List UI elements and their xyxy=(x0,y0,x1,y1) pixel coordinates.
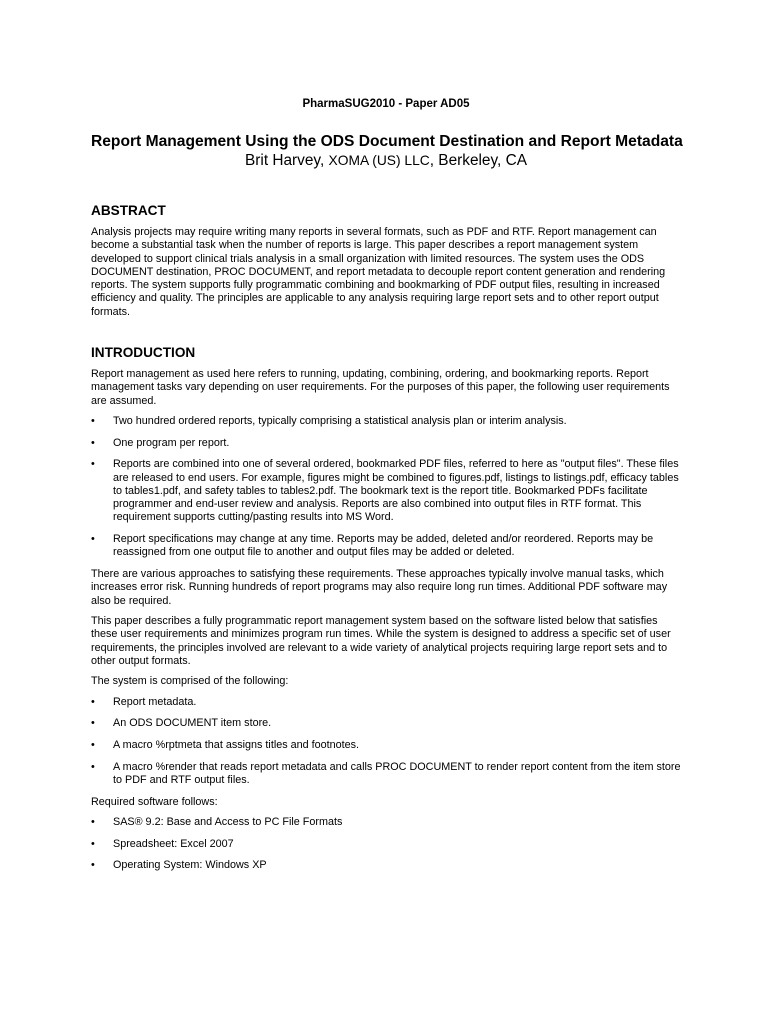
bullet-icon: • xyxy=(91,815,95,828)
requirements-list xyxy=(91,415,681,560)
list-item: • One program per report. xyxy=(91,436,230,449)
intro-paragraph-2: There are various approaches to satisfying these requirements. These approaches typically involve manual tasks, which increases error risk. Running hundreds of report programs may also require long run times. Additional PDF software may also be required. xyxy=(91,568,668,607)
list-item: • An ODS DOCUMENT item store. xyxy=(91,717,272,730)
list-item: • Report metadata. xyxy=(91,695,197,708)
bullet-icon: • xyxy=(91,738,95,751)
bullet-icon: • xyxy=(91,414,95,427)
author-location: , Berkeley, CA xyxy=(429,152,527,169)
author-company: XOMA (US) LLC xyxy=(328,153,430,168)
introduction-section xyxy=(91,345,681,881)
abstract-text: Analysis projects may require writing many reports in several formats, such as PDF and RTF. Report management can become a substantial task when the number of reports is large. This paper describes a report management system developed to support clinical trials analysis in a small organization with limited resources. The system uses the ODS DOCUMENT destination, PROC DOCUMENT, and report metadata to decouple report content generation and rendering reports. The system supports fully programmatic combining and bookmarking of PDF output files, resulting in increased efficiency and quality. The principles are applicable to any analysis requiring large report sets and to other report output formats. xyxy=(91,226,666,318)
paper-title: Report Management Using the ODS Document Destination and Report Metadata xyxy=(91,133,683,150)
intro-paragraph-4: The system is comprised of the following: xyxy=(91,675,289,688)
author-line xyxy=(91,152,681,170)
list-item: • A macro %rptmeta that assigns titles and footnotes. xyxy=(91,738,360,751)
bullet-icon: • xyxy=(91,859,95,872)
bullet-icon: • xyxy=(91,458,95,471)
software-list xyxy=(91,816,681,873)
paper-id: PharmaSUG2010 - Paper AD05 xyxy=(302,98,470,110)
bullet-icon: • xyxy=(91,760,95,773)
components-list xyxy=(91,696,681,788)
list-item: • Reports are combined into one of several ordered, bookmarked PDF files, referred to here as "output files". These files are released to end users. For example, figures might be combined to figures.pdf, listings to listings.pdf, efficacy tables to tables1.pdf, and safety tables to tables2.pdf. The bookmark text is the report title. Bookmarked PDFs facilitate programmer and end-user review and analysis. Reports are also combined into output files in RTF format. This requirement supports cutting/pasting results into MS Word. xyxy=(91,458,679,524)
list-item: • Report specifications may change at any time. Reports may be added, deleted and/or reordered. Reports may be reassigned from one output file to another and output files may be added or deleted. xyxy=(91,533,654,559)
abstract-section xyxy=(91,203,681,326)
intro-paragraph-3: This paper describes a fully programmatic report management system based on the software listed below that satisfies these user requirements and minimizes program run times. While the system is designed to address a specific set of user requirements, the principles involved are relevant to a wide variety of analytical projects requiring large report sets and to other output formats. xyxy=(91,615,671,667)
introduction-heading: INTRODUCTION xyxy=(91,345,196,360)
list-item: • Operating System: Windows XP xyxy=(91,859,267,872)
intro-paragraph-1: Report management as used here refers to running, updating, combining, ordering, and bookmarking reports. Report management tasks vary depending on user requirements. For the purposes of this paper, the following user requirements are assumed. xyxy=(91,368,670,407)
bullet-icon: • xyxy=(91,695,95,708)
list-item: • Spreadsheet: Excel 2007 xyxy=(91,837,234,850)
bullet-icon: • xyxy=(91,837,95,850)
author-name: Brit Harvey, xyxy=(245,152,329,169)
intro-paragraph-5: Required software follows: xyxy=(91,795,218,808)
abstract-heading: ABSTRACT xyxy=(91,203,166,218)
list-item: • Two hundred ordered reports, typically comprising a statistical analysis plan or interim analysis. xyxy=(91,414,567,427)
bullet-icon: • xyxy=(91,436,95,449)
bullet-icon: • xyxy=(91,717,95,730)
list-item: • A macro %render that reads report metadata and calls PROC DOCUMENT to render report content from the item store to PDF and RTF output files. xyxy=(91,760,681,786)
bullet-icon: • xyxy=(91,533,95,546)
list-item: • SAS® 9.2: Base and Access to PC File Formats xyxy=(91,815,343,828)
